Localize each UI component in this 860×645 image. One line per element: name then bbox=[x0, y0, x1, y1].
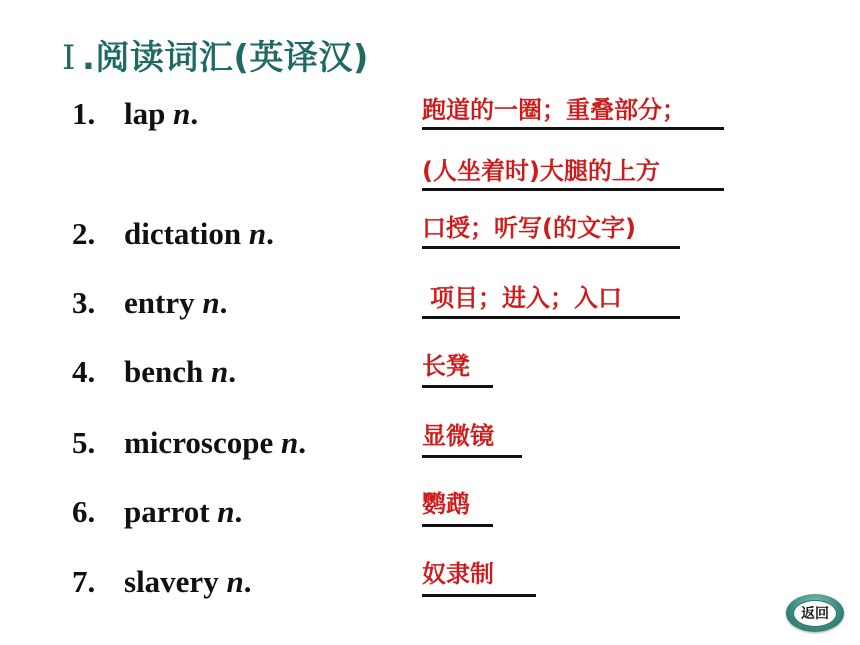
item-number: 5. bbox=[72, 425, 96, 460]
item-word: parrot bbox=[124, 494, 210, 529]
item-pos: n bbox=[202, 285, 220, 320]
item-period: . bbox=[190, 96, 199, 131]
vocab-item-1 bbox=[72, 96, 198, 132]
answer-6: 鹦鹉 bbox=[422, 490, 470, 518]
item-number: 6. bbox=[72, 494, 96, 529]
item-number: 1. bbox=[72, 96, 96, 131]
item-word: dictation bbox=[124, 216, 242, 251]
vocab-item-2 bbox=[72, 216, 274, 252]
answer-underline bbox=[422, 127, 724, 130]
item-number: 2. bbox=[72, 216, 96, 251]
item-period: . bbox=[234, 494, 243, 529]
answer-underline bbox=[422, 524, 493, 527]
answer-7: 奴隶制 bbox=[422, 560, 494, 588]
answer-1-line-1: 跑道的一圈；重叠部分； bbox=[422, 96, 686, 124]
item-word: microscope bbox=[124, 425, 274, 460]
item-period: . bbox=[298, 425, 306, 460]
item-pos: n bbox=[248, 216, 267, 251]
item-pos: n bbox=[217, 494, 235, 529]
item-word: lap bbox=[124, 96, 166, 131]
item-number: 4. bbox=[72, 354, 96, 389]
answer-3: 项目；进入；入口 bbox=[430, 284, 622, 312]
item-period: . bbox=[243, 564, 252, 599]
back-button[interactable] bbox=[786, 594, 844, 632]
item-period: . bbox=[219, 285, 228, 320]
vocab-item-4 bbox=[72, 354, 236, 390]
answer-2: 口授；听写(的文字) bbox=[422, 214, 636, 242]
item-pos: n bbox=[226, 564, 244, 599]
section-heading bbox=[62, 30, 369, 79]
answer-underline bbox=[422, 385, 493, 388]
back-button-label: 返回 bbox=[793, 600, 837, 627]
answer-underline bbox=[422, 594, 536, 597]
item-pos: n bbox=[280, 425, 299, 460]
item-word: bench bbox=[124, 354, 204, 389]
item-period: . bbox=[228, 354, 236, 389]
item-number: 3. bbox=[72, 285, 96, 320]
item-number: 7. bbox=[72, 564, 96, 599]
answer-1-line-2: (人坐着时)大腿的上方 bbox=[422, 157, 660, 185]
vocab-item-3 bbox=[72, 285, 227, 321]
heading-roman-numeral: Ⅰ bbox=[62, 38, 76, 78]
answer-5: 显微镜 bbox=[422, 422, 494, 450]
answer-underline bbox=[422, 316, 680, 319]
answer-underline bbox=[422, 188, 724, 191]
vocab-item-7 bbox=[72, 564, 251, 600]
item-pos: n bbox=[211, 354, 229, 389]
item-word: slavery bbox=[124, 564, 219, 599]
item-word: entry bbox=[124, 285, 195, 320]
answer-underline bbox=[422, 246, 680, 249]
answer-4: 长凳 bbox=[422, 352, 470, 380]
heading-title: .阅读词汇(英译汉) bbox=[81, 38, 369, 78]
item-pos: n bbox=[173, 96, 191, 131]
vocab-item-6 bbox=[72, 494, 242, 530]
item-period: . bbox=[266, 216, 274, 251]
answer-underline bbox=[422, 455, 522, 458]
vocab-item-5 bbox=[72, 425, 306, 461]
